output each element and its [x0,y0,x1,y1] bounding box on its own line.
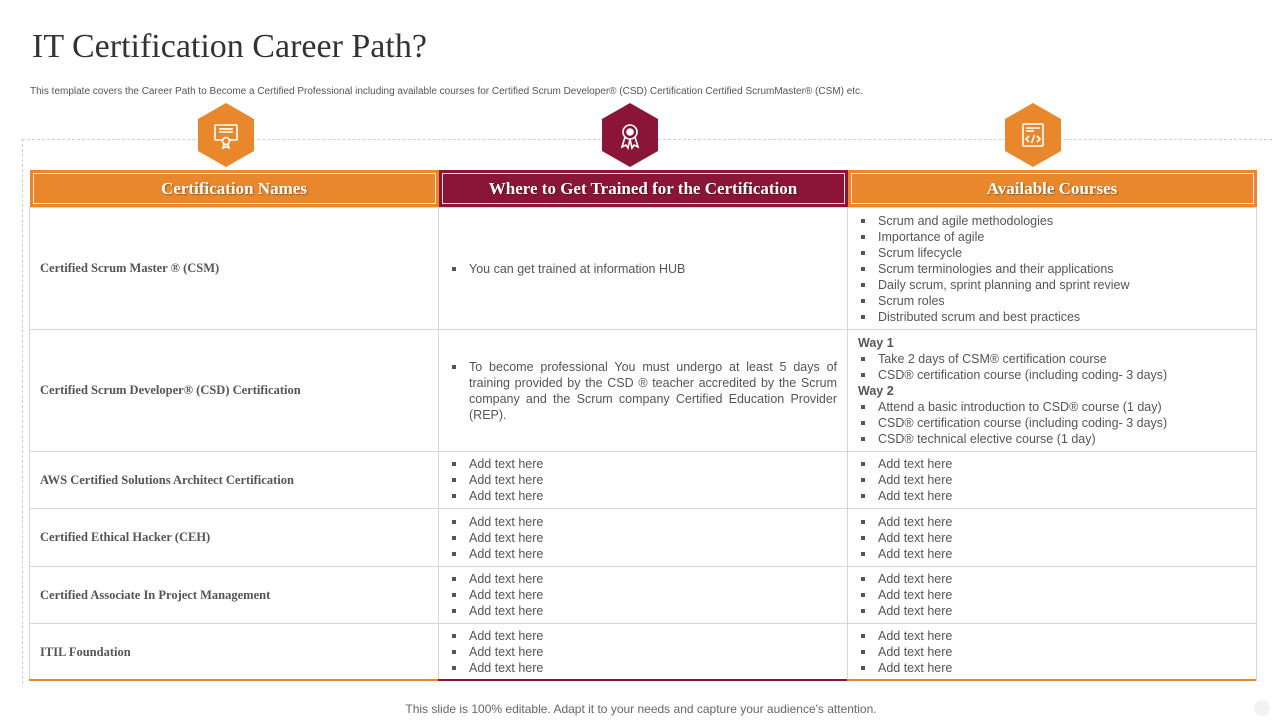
page-subtitle: This template covers the Career Path to Become a Certified Professional including available courses for Certified Scrum Developer® (CSD) Certification Certified ScrumMaster® (CSM) etc. [30,86,863,97]
list-item: Add text here [469,628,837,644]
courses-cell [848,452,1257,509]
table-row [30,452,1257,509]
table-row [30,330,1257,452]
courses-cell [848,624,1257,681]
list-item: Daily scrum, sprint planning and sprint review [878,277,1246,293]
page-title: IT Certification Career Path? [32,28,427,65]
list-item: Add text here [878,530,1246,546]
list-item: Add text here [469,660,837,676]
list-item: Add text here [878,603,1246,619]
list-item: Add text here [878,546,1246,562]
list-item: Add text here [878,514,1246,530]
list-item: Add text here [469,488,837,504]
courses-cell [848,509,1257,567]
code-document-icon [1005,103,1061,167]
corner-circle [1254,700,1270,716]
header-available-courses: Available Courses [848,170,1257,208]
list-item: Add text here [878,488,1246,504]
list-item: Add text here [469,587,837,603]
list-item: Scrum and agile methodologies [878,213,1246,229]
list-item: Add text here [878,456,1246,472]
trained-cell [439,624,848,681]
list-item: Scrum terminologies and their applications [878,261,1246,277]
list-item: Add text here [469,456,837,472]
list-item: Scrum roles [878,293,1246,309]
cert-name: Certified Scrum Master ® (CSM) [30,208,439,330]
list-item: Add text here [469,472,837,488]
list-item: Add text here [469,546,837,562]
list-item: Add text here [469,514,837,530]
table-row [30,509,1257,567]
certificate-icon [198,103,254,167]
way-2-label: Way 2 [858,383,894,398]
table-row [30,567,1257,624]
list-item: CSD® certification course (including coding- 3 days) [878,415,1246,431]
cert-name: AWS Certified Solutions Architect Certification [30,452,439,509]
list-item: Add text here [878,472,1246,488]
list-item: Add text here [469,571,837,587]
award-ribbon-icon [602,103,658,167]
list-item: To become professional You must undergo at least 5 days of training provided by the CSD ® teacher accredited by the Scrum company and the Scrum company Certified Education Provider (REP). [469,359,837,422]
certification-table [29,170,1257,681]
list-item: Add text here [878,587,1246,603]
trained-cell [439,567,848,624]
list-item: Add text here [878,660,1246,676]
trained-cell [439,509,848,567]
table-header-row [30,170,1257,208]
table-row [30,208,1257,330]
list-item: Add text here [878,644,1246,660]
list-item: Add text here [878,628,1246,644]
trained-cell [439,208,848,330]
list-item: Add text here [878,571,1246,587]
header-certification-names: Certification Names [30,170,439,208]
cert-name: Certified Scrum Developer® (CSD) Certification [30,330,439,452]
list-item: You can get trained at information HUB [469,261,837,277]
table-bottom-accent [29,679,1256,681]
list-item: Add text here [469,644,837,660]
courses-cell [848,208,1257,330]
list-item: Importance of agile [878,229,1246,245]
cert-name: ITIL Foundation [30,624,439,681]
trained-cell [439,452,848,509]
list-item: Add text here [469,530,837,546]
list-item: Scrum lifecycle [878,245,1246,261]
footer-note: This slide is 100% editable. Adapt it to your needs and capture your audience's attention. [405,702,877,716]
cert-name: Certified Ethical Hacker (CEH) [30,509,439,567]
list-item: Add text here [469,603,837,619]
header-where-to-get-trained: Where to Get Trained for the Certification [439,170,848,208]
list-item: CSD® certification course (including coding- 3 days) [878,367,1246,383]
list-item: Distributed scrum and best practices [878,309,1246,325]
list-item: Take 2 days of CSM® certification course [878,351,1246,367]
list-item: CSD® technical elective course (1 day) [878,431,1246,447]
courses-cell [848,567,1257,624]
list-item: Attend a basic introduction to CSD® course (1 day) [878,399,1246,415]
trained-cell [439,330,848,452]
way-1-label: Way 1 [858,335,894,350]
table-row [30,624,1257,681]
cert-name: Certified Associate In Project Management [30,567,439,624]
courses-cell [848,330,1257,452]
dashed-divider-left [22,139,23,684]
